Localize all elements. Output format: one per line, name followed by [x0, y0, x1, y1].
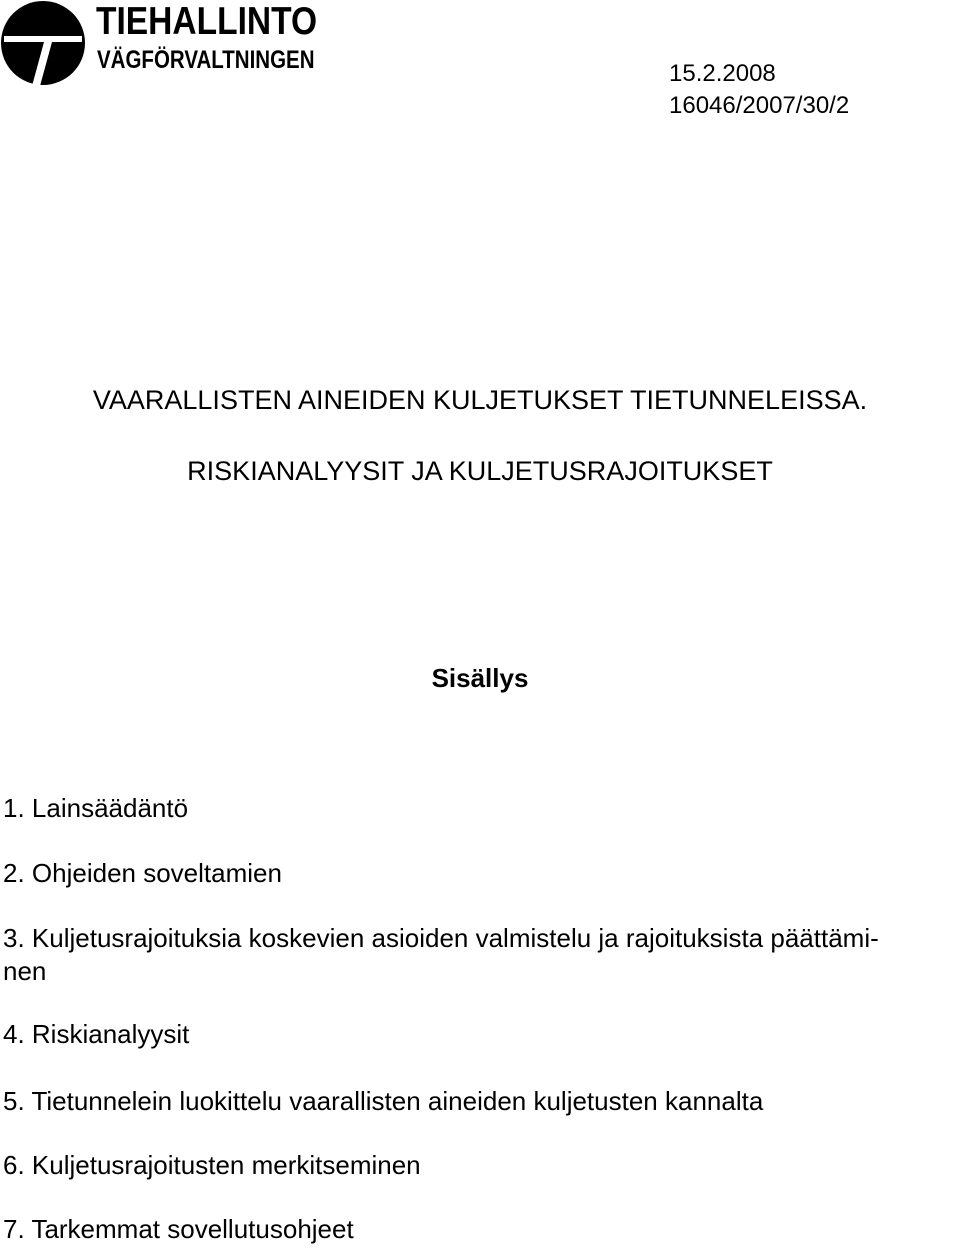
- logo-subname: VÄGFÖRVALTNINGEN: [97, 46, 315, 74]
- road-administration-logo-icon: [0, 0, 86, 86]
- toc-item: 5. Tietunnelein luokittelu vaarallisten aineiden kuljetusten kannalta: [3, 1086, 764, 1116]
- toc-item: 4. Riskianalyysit: [3, 1019, 190, 1049]
- toc-item: 6. Kuljetusrajoitusten merkitseminen: [3, 1150, 421, 1180]
- toc-item: 1. Lainsäädäntö: [3, 793, 189, 823]
- logo-name: TIEHALLINTO: [96, 0, 318, 43]
- toc-item-line-2: nen: [3, 956, 47, 986]
- toc-item-line-1: 3. Kuljetusrajoituksia koskevien asioiden valmistelu ja rajoituksista päättämi-: [3, 923, 879, 953]
- document-date: 15.2.2008: [669, 60, 776, 87]
- organization-logo: [0, 0, 340, 90]
- document-title-line-1: VAARALLISTEN AINEIDEN KULJETUKSET TIETUNNELEISSA.: [92, 385, 868, 415]
- document-meta: [669, 58, 849, 122]
- toc-item: 2. Ohjeiden soveltamien: [3, 858, 282, 888]
- toc-heading: Sisällys: [431, 663, 529, 693]
- toc-item: [3, 922, 953, 988]
- toc-item: 7. Tarkemmat sovellutusohjeet: [3, 1214, 354, 1244]
- document-reference: 16046/2007/30/2: [669, 92, 850, 119]
- document-title-line-2: RISKIANALYYSIT JA KULJETUSRAJOITUKSET: [187, 456, 773, 486]
